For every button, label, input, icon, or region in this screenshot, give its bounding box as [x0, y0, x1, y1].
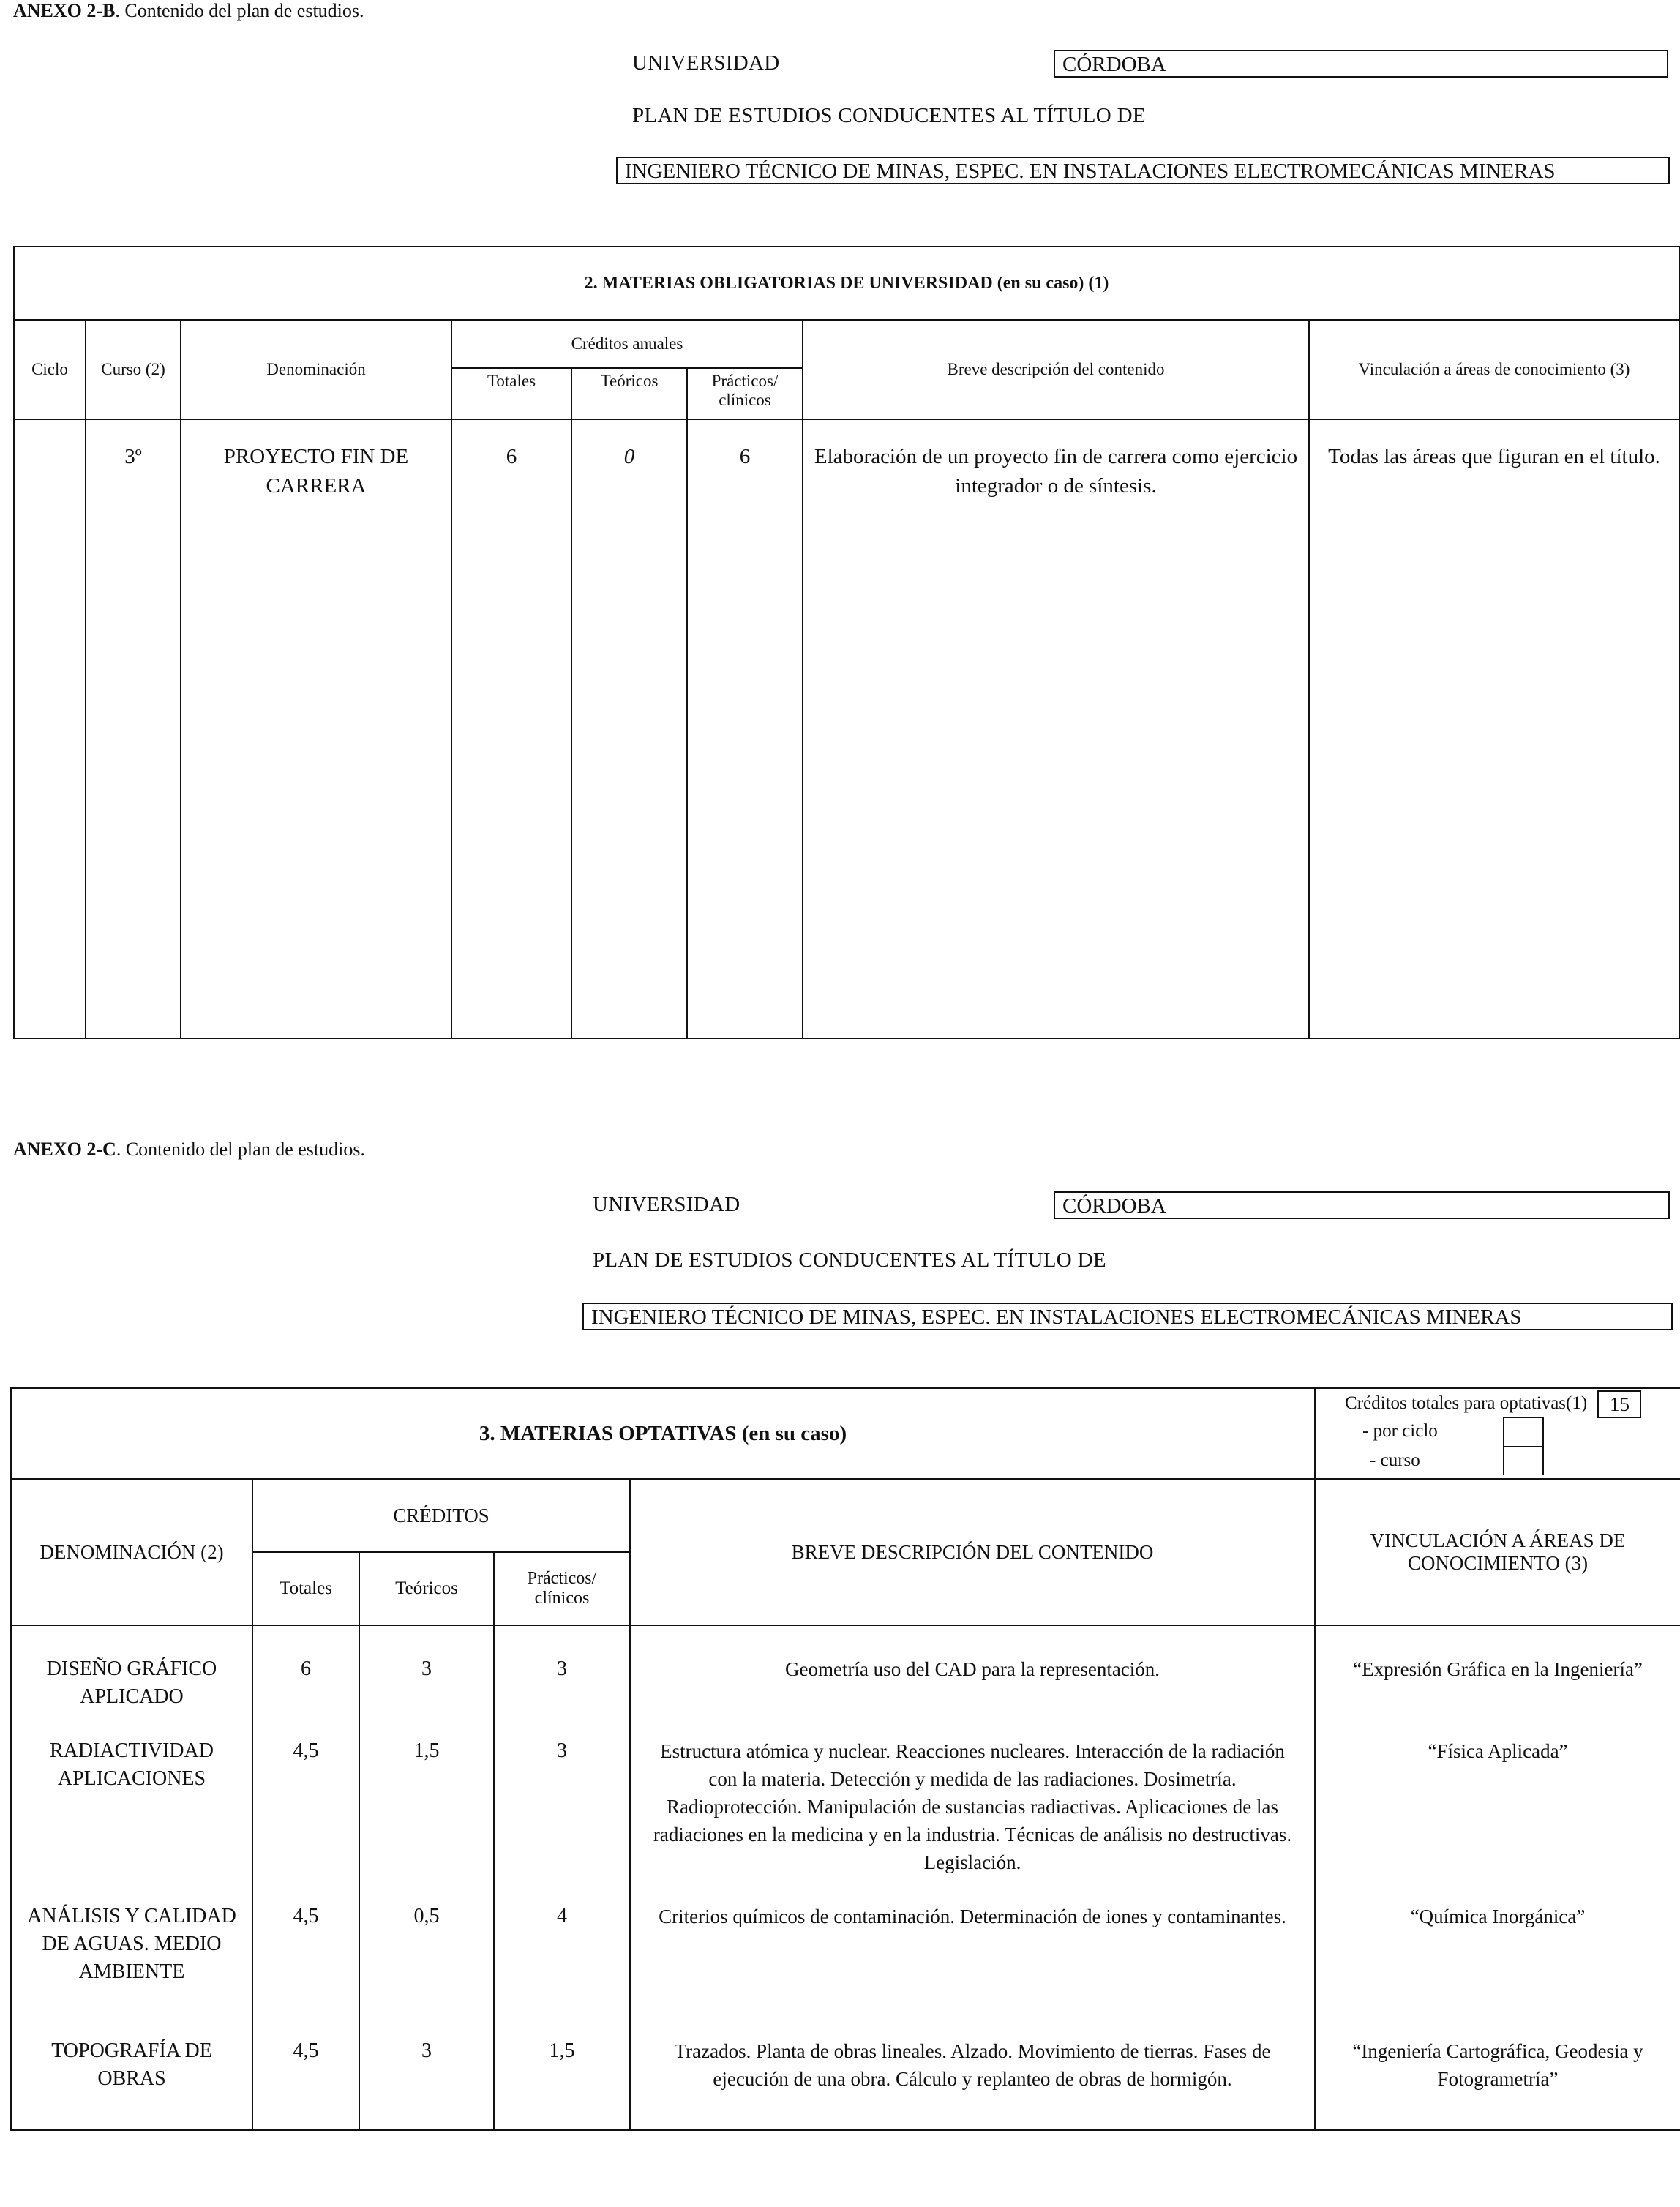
row-2-denominacion: RADIACTIVIDAD APLICACIONES [50, 1739, 214, 1790]
plan-label: PLAN DE ESTUDIOS CONDUCENTES AL TÍTULO DE [632, 104, 1146, 127]
titulo-value: INGENIERO TÉCNICO DE MINAS, ESPEC. EN INSTALACIONES ELECTROMECÁNICAS MINERAS [616, 157, 1670, 184]
universidad-value: CÓRDOBA [1054, 50, 1668, 78]
universidad-label: UNIVERSIDAD [632, 51, 780, 75]
optativas-credits-label: Créditos totales para optativas(1) [1345, 1393, 1588, 1413]
row-2-vinculacion: “Física Aplicada” [1428, 1740, 1568, 1762]
col-denominacion-c: DENOMINACIÓN (2) [11, 1479, 252, 1625]
row-4-practicos: 1,5 [549, 2039, 575, 2062]
cell-practicos: 6 [687, 419, 803, 1038]
row-3-descripcion: Criterios químicos de contaminación. Determinación de iones y contaminantes. [659, 1906, 1286, 1927]
obligatorias-title: 2. MATERIAS OBLIGATORIAS DE UNIVERSIDAD (en su caso) (1) [14, 247, 1679, 320]
cell-vinculacion-list [1315, 1625, 1680, 2130]
row-1-totales: 6 [301, 1657, 311, 1680]
row-3-denominacion: ANÁLISIS Y CALIDAD DE AGUAS. MEDIO AMBIENTE [27, 1905, 236, 1983]
universidad-value-c: CÓRDOBA [1054, 1191, 1670, 1219]
col-vinculacion: Vinculación a áreas de conocimiento (3) [1309, 320, 1679, 419]
row-3-vinculacion: “Química Inorgánica” [1410, 1906, 1586, 1927]
obligatorias-table [13, 246, 1680, 1039]
optativas-table [10, 1387, 1680, 2131]
cell-teoricos: 0 [571, 419, 687, 1038]
cell-denominacion: PROYECTO FIN DE CARRERA [181, 419, 451, 1038]
row-2-practicos: 3 [557, 1739, 567, 1762]
row-3-teoricos: 0,5 [413, 1905, 440, 1927]
row-1-denominacion: DISEÑO GRÁFICO APLICADO [46, 1657, 217, 1708]
col-descripcion-c: BREVE DESCRIPCIÓN DEL CONTENIDO [630, 1479, 1315, 1625]
row-1-vinculacion: “Expresión Gráfica en la Ingeniería” [1353, 1658, 1643, 1680]
row-4-descripcion: Trazados. Planta de obras lineales. Alzado. Movimiento de tierras. Fases de ejecución de una obra. Cálculo y replanteo de obras de hormigón. [674, 2040, 1271, 2090]
cell-descripcion-list [630, 1625, 1315, 2130]
col-creditos: Créditos anuales [451, 320, 803, 368]
col-vinculacion-c: VINCULACIÓN A ÁREAS DE CONOCIMIENTO (3) [1315, 1479, 1680, 1625]
col-teoricos: Teóricos [571, 368, 687, 419]
cell-denominacion-list [11, 1625, 252, 2130]
row-4-totales: 4,5 [293, 2039, 319, 2062]
cell-totales-list [252, 1625, 359, 2130]
col-descripcion: Breve descripción del contenido [803, 320, 1309, 419]
annex-b-heading: ANEXO 2-B. Contenido del plan de estudios. [13, 0, 364, 21]
row-3-practicos: 4 [557, 1905, 567, 1927]
col-practicos-c: Prácticos/ clínicos [494, 1552, 630, 1625]
cell-teoricos-list [359, 1625, 494, 2130]
cell-descripcion: Elaboración de un proyecto fin de carrera como ejercicio integrador o de síntesis. [803, 419, 1309, 1038]
row-1-practicos: 3 [557, 1657, 567, 1680]
row-4-vinculacion: “Ingeniería Cartográfica, Geodesia y Fotogrametría” [1352, 2040, 1643, 2090]
plan-label-c: PLAN DE ESTUDIOS CONDUCENTES AL TÍTULO DE [593, 1248, 1106, 1272]
row-1-descripcion: Geometría uso del CAD para la representación. [784, 1658, 1160, 1680]
col-ciclo: Ciclo [14, 320, 86, 419]
col-teoricos-c: Teóricos [359, 1552, 494, 1625]
annex-c-heading: ANEXO 2-C. Contenido del plan de estudios. [13, 1139, 365, 1160]
cell-practicos-list [494, 1625, 630, 2130]
row-2-teoricos: 1,5 [413, 1739, 440, 1762]
titulo-value-c: INGENIERO TÉCNICO DE MINAS, ESPEC. EN INSTALACIONES ELECTROMECÁNICAS MINERAS [582, 1303, 1673, 1330]
optativas-title: 3. MATERIAS OPTATIVAS (en su caso) [11, 1388, 1315, 1479]
por-ciclo-label: - por ciclo [1362, 1421, 1438, 1441]
col-creditos-c: CRÉDITOS [252, 1479, 630, 1552]
col-curso: Curso (2) [86, 320, 181, 419]
col-practicos: Prácticos/ clínicos [687, 368, 803, 419]
por-ciclo-box [1503, 1417, 1544, 1475]
row-2-totales: 4,5 [293, 1739, 319, 1762]
cell-ciclo [14, 419, 86, 1038]
cell-totales: 6 [451, 419, 571, 1038]
optativas-credits-box [1315, 1388, 1680, 1479]
col-denominacion: Denominación [181, 320, 451, 419]
row-2-descripcion: Estructura atómica y nuclear. Reacciones nucleares. Interacción de la radiación con la materia. Detección y medida de las radiaciones. Dosimetría. Radioprotección. Manipulación de sustancias radiactivas. Aplicaciones de las radiaciones en la medicina y en la industria. Técnicas de análisis no destructivas. Legislación. [653, 1740, 1292, 1873]
col-totales-c: Totales [252, 1552, 359, 1625]
cell-curso: 3º [86, 419, 181, 1038]
curso-label: - curso [1370, 1450, 1420, 1470]
universidad-label-c: UNIVERSIDAD [593, 1193, 740, 1216]
row-4-teoricos: 3 [421, 2039, 432, 2062]
row-4-denominacion: TOPOGRAFÍA DE OBRAS [51, 2039, 212, 2090]
cell-vinculacion: Todas las áreas que figuran en el título. [1309, 419, 1679, 1038]
row-1-teoricos: 3 [421, 1657, 432, 1680]
optativas-credits-value: 15 [1597, 1390, 1641, 1418]
col-totales: Totales [451, 368, 571, 419]
row-3-totales: 4,5 [293, 1905, 319, 1927]
